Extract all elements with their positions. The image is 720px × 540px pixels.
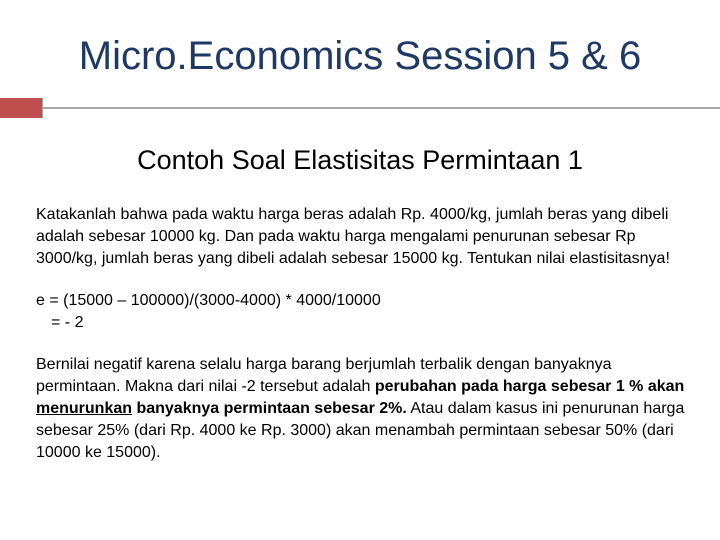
slide-subtitle: Contoh Soal Elastisitas Permintaan 1 — [137, 145, 583, 175]
explanation-bold-2: banyaknya permintaan sebesar 2%. — [132, 400, 407, 417]
explanation-text — [36, 354, 686, 464]
explanation-part-1: Bernilai negatif karena selalu harga barang berjumlah terbalik dengan banyaknya permintaan. Makna dari nilai -2 tersebut adalah — [36, 356, 612, 395]
slide-title: Micro.Economics Session 5 & 6 — [78, 34, 642, 78]
explanation-bold-1: perubahan pada harga sebesar 1 % akan — [374, 378, 685, 395]
explanation-part-2: Atau dalam kasus ini penurunan harga sebesar 25% (dari Rp. 4000 ke Rp. 3000) akan menambah permintaan sebesar 50% (dari 10000 ke 15000). — [36, 400, 685, 461]
divider-line — [42, 107, 720, 109]
problem-text: Katakanlah bahwa pada waktu harga beras adalah Rp. 4000/kg, jumlah beras yang dibeli adalah sebesar 10000 kg. Dan pada waktu harga mengalami penurunan sebesar Rp 3000/kg, jumlah beras yang dibeli adalah sebesar 15000 kg. Tentukan nilai elastisitasnya! — [36, 206, 670, 267]
formula-line-2: = - 2 — [51, 314, 84, 331]
explanation-underlined: menurunkan — [36, 400, 133, 417]
formula-line-1: e = (15000 – 100000)/(3000-4000) * 4000/10000 — [36, 292, 381, 309]
formula-block — [36, 290, 686, 334]
slide-content — [36, 204, 686, 484]
accent-bar — [0, 98, 42, 118]
